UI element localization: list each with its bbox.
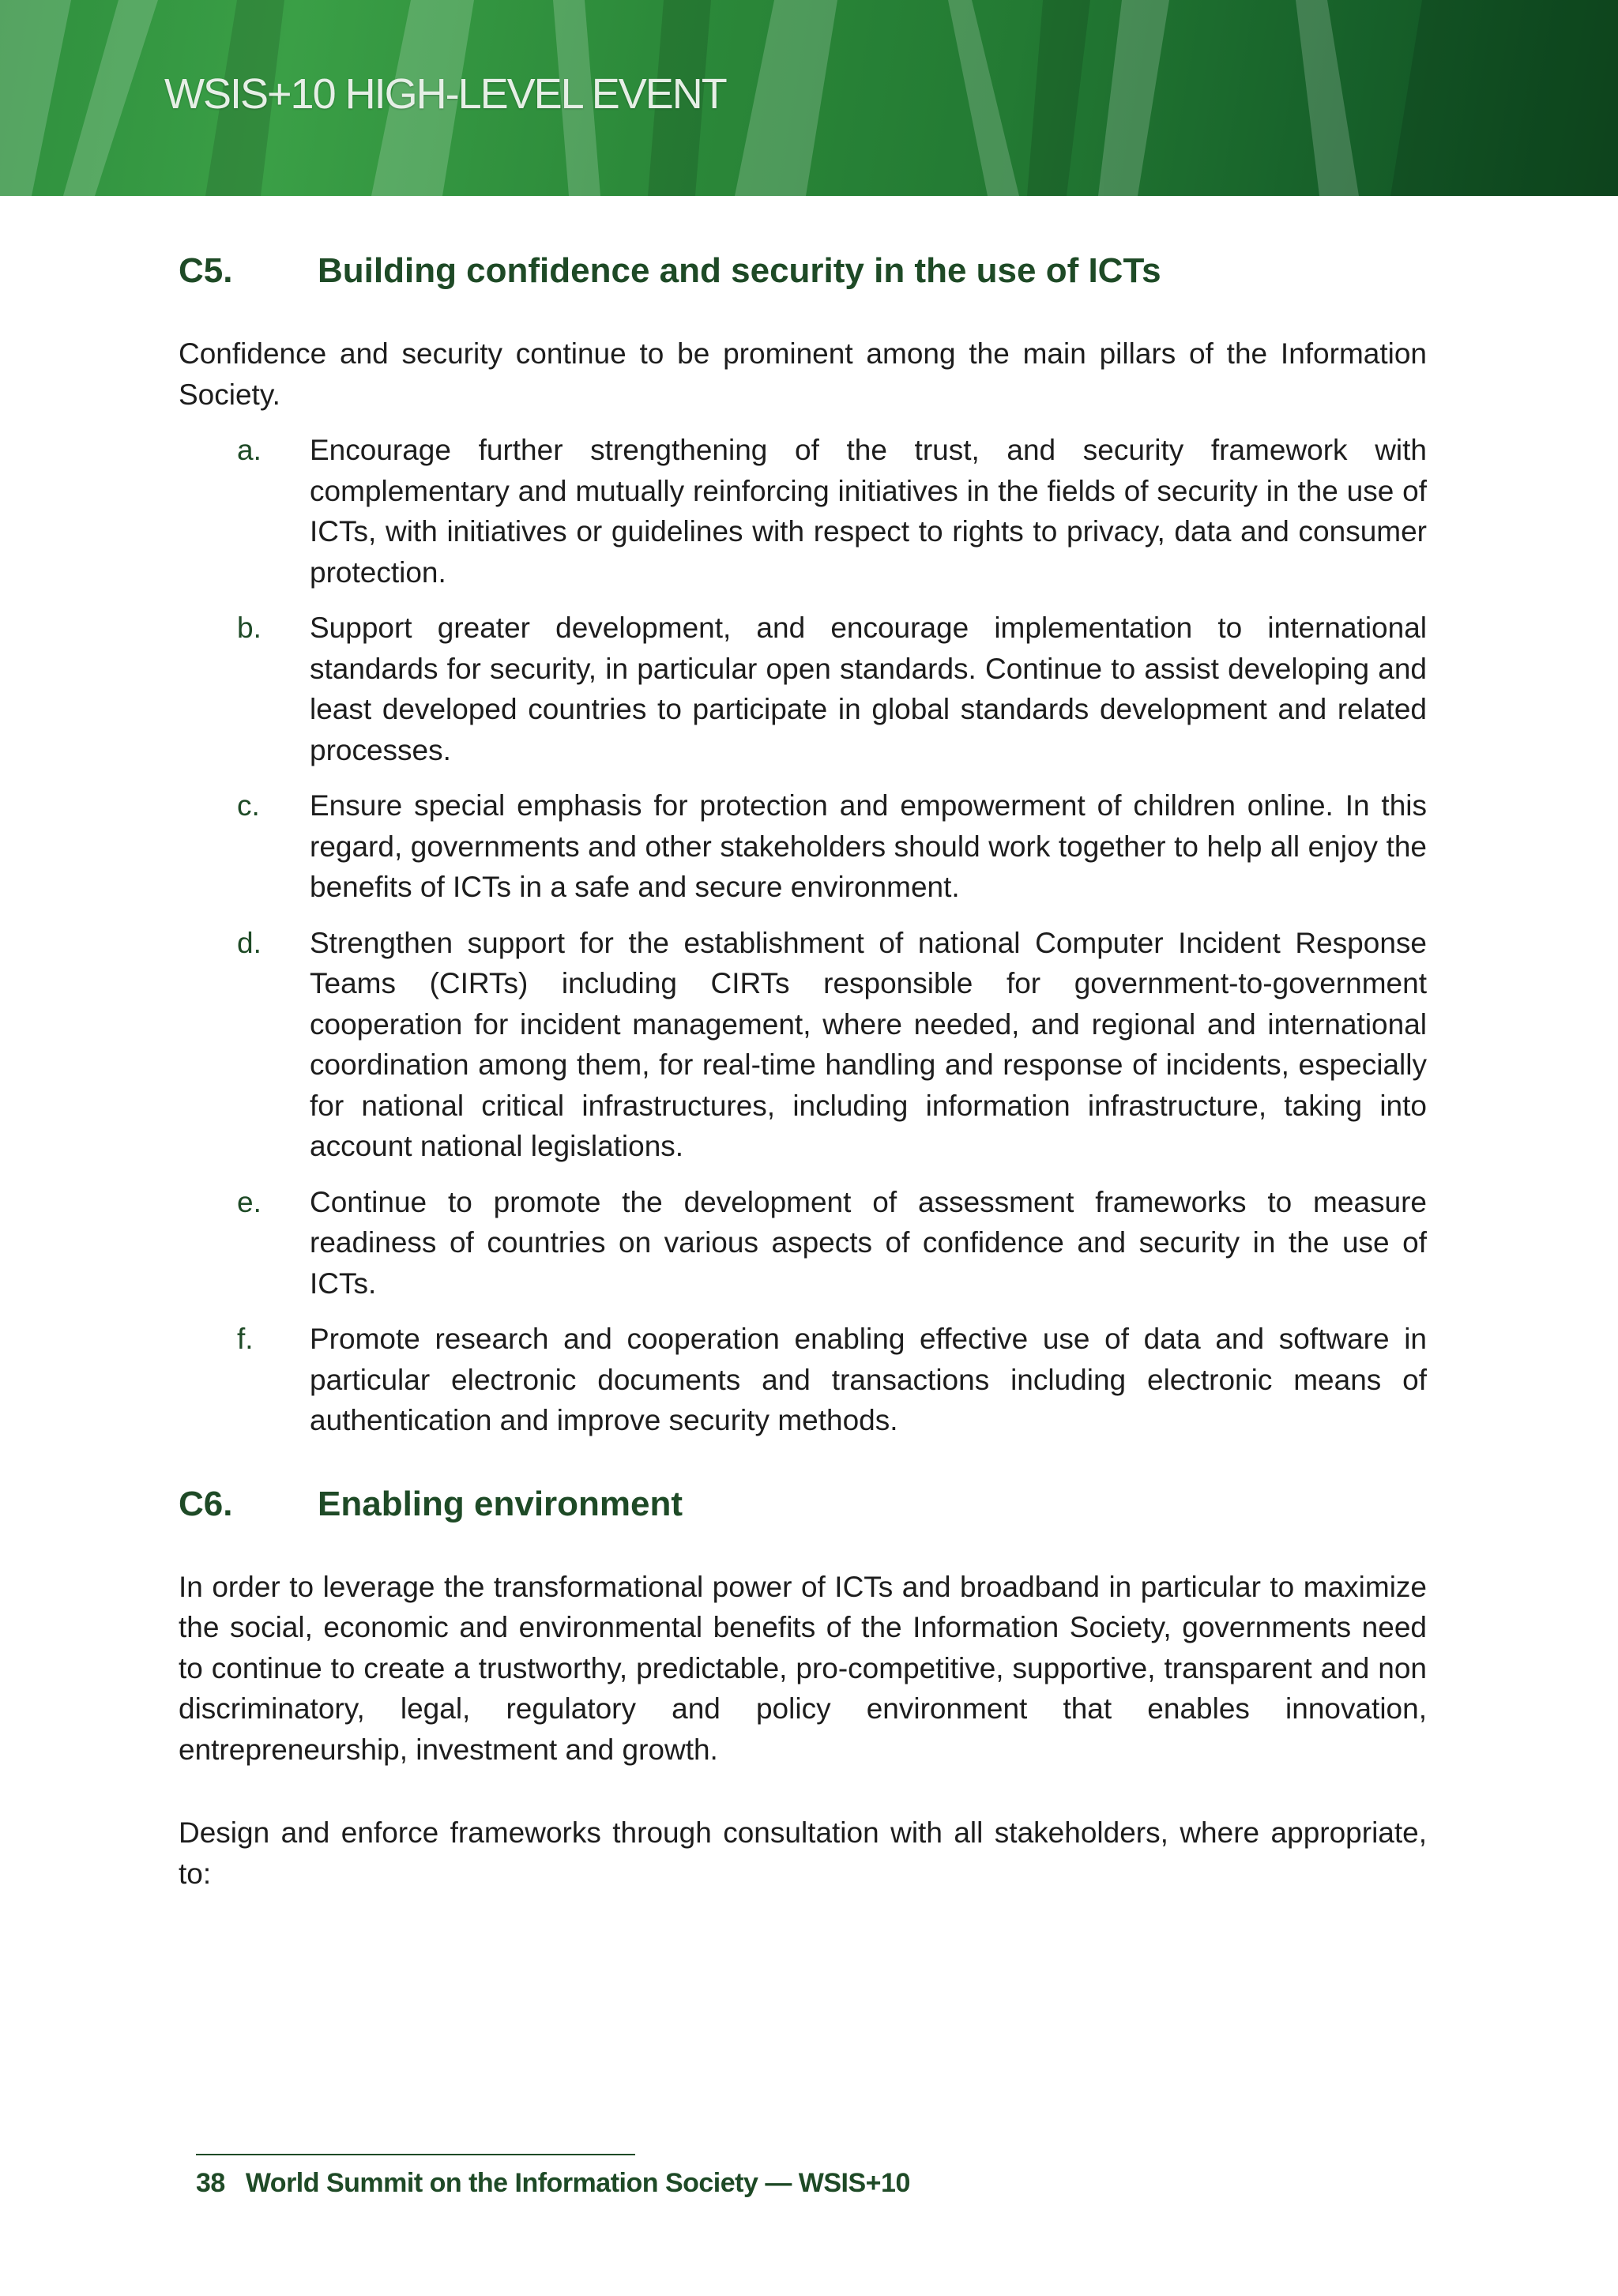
list-item-text: Promote research and cooperation enabling effective use of data and software in particular electronic documents and transactions including electronic means of authentication and improve security methods. [310, 1323, 1427, 1436]
section-title: Building confidence and security in the use of ICTs [318, 251, 1161, 290]
list-item-text: Encourage further strengthening of the trust, and security framework with complementary and mutually reinforcing initiatives in the fields of security in the use of ICTs, with initiatives or guidelines with respect to rights to privacy, data and consumer protection. [310, 434, 1427, 589]
list-item [179, 608, 1427, 770]
footer-divider [196, 2154, 635, 2155]
list-item-text: Ensure special emphasis for protection and empowerment of children online. In this regard, governments and other stakeholders should work together to help all enjoy the benefits of ICTs in a safe and secure environment. [310, 789, 1427, 903]
event-title: WSIS+10 HIGH-LEVEL EVENT [164, 70, 726, 118]
list-item [179, 785, 1427, 908]
list-item [179, 923, 1427, 1167]
action-list [179, 430, 1427, 1441]
section-number: C6. [179, 1484, 233, 1523]
list-item [179, 430, 1427, 593]
page-footer [196, 2168, 910, 2199]
page-content [179, 251, 1427, 1894]
section-title: Enabling environment [318, 1484, 683, 1523]
page-number: 38 [196, 2168, 225, 2198]
section-heading-c6 [179, 1485, 1427, 1540]
list-marker: e. [237, 1185, 262, 1218]
section-number: C5. [179, 251, 233, 290]
body-paragraph: Design and enforce frameworks through consultation with all stakeholders, where appropriate, to: [179, 1816, 1427, 1890]
list-marker: f. [237, 1323, 254, 1355]
list-item-text: Strengthen support for the establishment of national Computer Incident Response Teams (CIRTs) including CIRTs responsible for government-to-government cooperation for incident management, where needed, and regional and international coordination among them, for real-time handling and response of incidents, especially for national critical infrastructures, including information infrastructure, taking into account national legislations. [310, 926, 1427, 1162]
list-marker: a. [237, 434, 262, 466]
list-marker: c. [237, 789, 260, 822]
list-item [179, 1182, 1427, 1304]
list-item-text: Support greater development, and encourage implementation to international standards for security, in particular open standards. Continue to assist developing and least developed countries to participate in global standards development and related processes. [310, 612, 1427, 766]
list-marker: d. [237, 926, 262, 959]
footer-title: World Summit on the Information Society — WSIS+10 [245, 2168, 910, 2198]
body-paragraph: In order to leverage the transformational power of ICTs and broadband in particular to maximize the social, economic and environmental benefits of the Information Society, governments need to continue to create a trustworthy, predictable, pro-competitive, supportive, transparent and non discriminatory, legal, regulatory and policy environment that enables innovation, entrepreneurship, investment and growth. [179, 1570, 1427, 1766]
list-item [179, 1319, 1427, 1441]
list-item-text: Continue to promote the development of assessment frameworks to measure readiness of countries on various aspects of confidence and security in the use of ICTs. [310, 1185, 1427, 1300]
list-marker: b. [237, 612, 262, 644]
header-banner [0, 0, 1618, 196]
section-intro: Confidence and security continue to be prominent among the main pillars of the Information Society. [179, 337, 1427, 411]
section-heading-c5 [179, 251, 1427, 307]
